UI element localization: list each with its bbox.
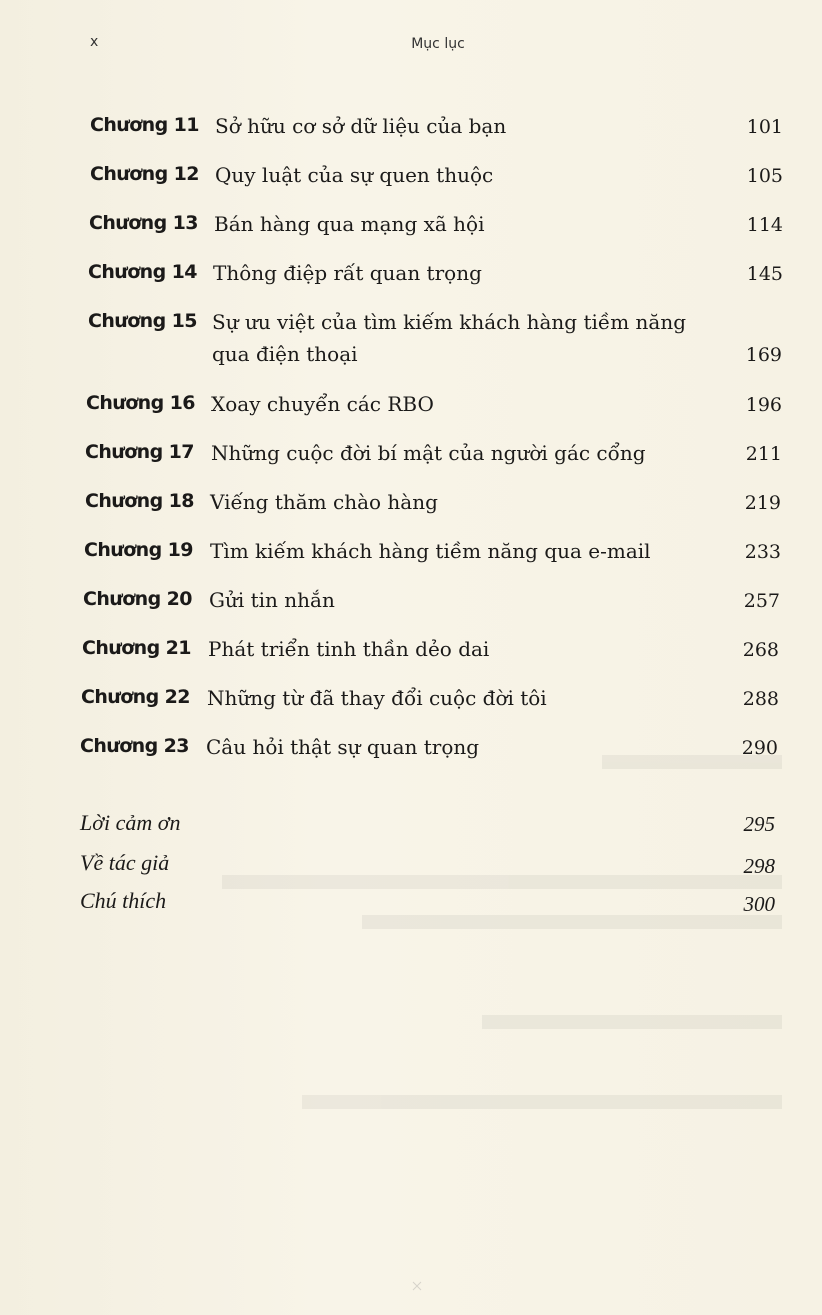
chapter-label: Chương 17	[85, 441, 194, 463]
chapter-label: Chương 21	[82, 637, 191, 659]
chapter-page: 233	[744, 541, 781, 563]
chapter-title: Sở hữu cơ sở dữ liệu của bạn	[215, 114, 507, 138]
chapter-label: Chương 11	[90, 114, 199, 136]
page-number-roman: x	[90, 34, 99, 50]
chapter-page: 211	[745, 443, 782, 465]
chapter-title: Xoay chuyển các RBO	[211, 392, 434, 416]
extra-page: 298	[743, 854, 775, 878]
chapter-title-line2: qua điện thoại	[212, 342, 358, 366]
chapter-title: Tìm kiếm khách hàng tiềm năng qua e-mail	[210, 539, 651, 563]
chapter-label: Chương 13	[89, 212, 198, 234]
chapter-title: Sự ưu việt của tìm kiếm khách hàng tiềm năng	[212, 310, 687, 334]
chapter-page: 105	[746, 165, 783, 187]
running-header: Mục lục	[411, 36, 465, 52]
chapter-title: Phát triển tinh thần dẻo dai	[208, 637, 490, 661]
chapter-label: Chương 20	[83, 588, 192, 610]
chapter-label: Chương 16	[86, 392, 195, 414]
chapter-page: 268	[742, 639, 779, 661]
chapter-page: 290	[741, 737, 778, 759]
chapter-title: Gửi tin nhắn	[209, 588, 335, 612]
chapter-label: Chương 18	[85, 490, 194, 512]
chapter-page: 145	[746, 263, 783, 285]
extra-title: Chú thích	[80, 888, 167, 913]
chapter-label: Chương 12	[90, 163, 199, 185]
chapter-page: 169	[745, 344, 782, 366]
chapter-label: Chương 23	[80, 735, 189, 757]
chapter-title: Viếng thăm chào hàng	[210, 490, 438, 514]
chapter-page: 219	[744, 492, 781, 514]
chapter-title: Thông điệp rất quan trọng	[213, 261, 482, 285]
chapter-title: Câu hỏi thật sự quan trọng	[206, 735, 480, 759]
extra-page: 295	[743, 812, 775, 836]
chapter-title: Những từ đã thay đổi cuộc đời tôi	[207, 686, 547, 710]
footer-mark-icon	[411, 1280, 423, 1292]
chapter-label: Chương 22	[81, 686, 190, 708]
chapter-title: Bán hàng qua mạng xã hội	[214, 212, 485, 236]
chapter-page: 114	[746, 214, 783, 236]
chapter-title: Quy luật của sự quen thuộc	[215, 163, 494, 187]
chapter-page: 288	[742, 688, 779, 710]
chapter-label: Chương 15	[88, 310, 197, 332]
extra-page: 300	[743, 892, 775, 916]
extra-title: Về tác giả	[80, 850, 170, 875]
chapter-label: Chương 14	[88, 261, 197, 283]
chapter-title: Những cuộc đời bí mật của người gác cổng	[211, 441, 646, 465]
chapter-page: 196	[745, 394, 782, 416]
chapter-label: Chương 19	[84, 539, 193, 561]
chapter-page: 257	[743, 590, 780, 612]
extra-title: Lời cảm ơn	[80, 810, 181, 835]
chapter-page: 101	[746, 116, 783, 138]
